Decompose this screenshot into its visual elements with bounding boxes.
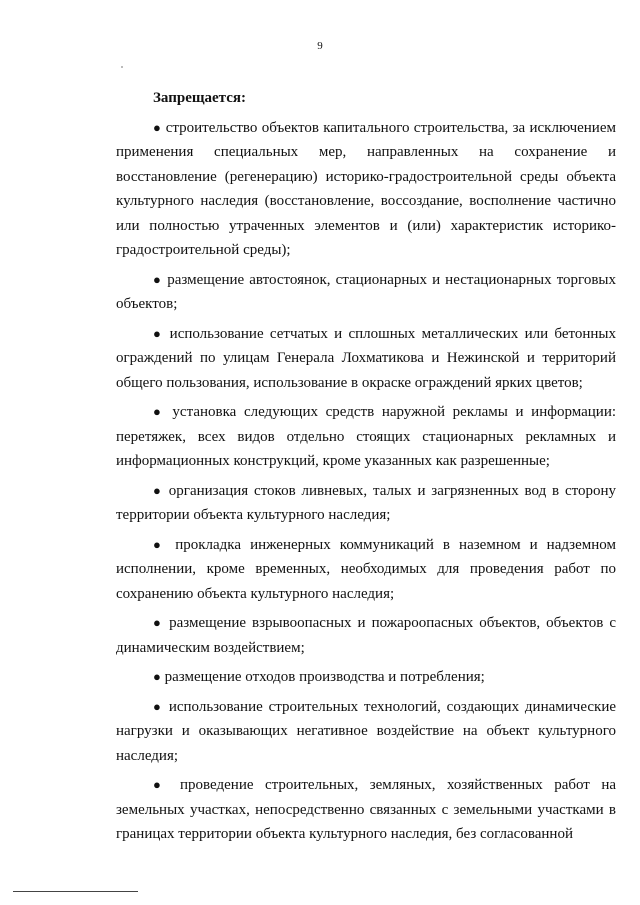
bullet-icon: ● xyxy=(153,536,167,552)
section-heading: Запрещается: xyxy=(153,90,247,106)
bullet-icon: ● xyxy=(153,698,163,714)
list-item-text: размещение отходов производства и потребления; xyxy=(164,669,485,685)
bullet-icon: ● xyxy=(153,482,163,498)
list-item xyxy=(116,606,616,660)
list-item xyxy=(116,690,616,769)
page-number: 9 xyxy=(317,40,323,52)
bullet-icon: ● xyxy=(153,404,165,419)
list-item-text: использование сетчатых и сплошных металлических или бетонных ограждений по улицам Генерала Лохматикова и Нежинской и территорий общего пользования, использование в окраске ограждений ярких цветов; xyxy=(116,325,616,391)
list-item-text: прокладка инженерных коммуникаций в наземном и надземном исполнении, кроме временных, необходимых для проведения работ по сохранению объекта культурного наследия; xyxy=(116,536,616,602)
bullet-icon: ● xyxy=(153,669,161,684)
bullet-icon: ● xyxy=(153,615,164,630)
bullet-icon: ● xyxy=(153,325,164,341)
bullet-icon: ● xyxy=(153,119,162,135)
bullet-icon: ● xyxy=(153,271,163,287)
list-item-text: строительство объектов капитального строительства, за исключением применения специальных мер, направленных на сохранение и восстановление (регенерацию) историко-градостроительной среды объекта культурного наследия (восстановление, воссоздание, восполнение частично или полностью утраченных элементов и (или) характеристик историко-градостроительной среды); xyxy=(116,119,616,258)
list-item xyxy=(116,528,616,607)
list-item-text: установка следующих средств наружной рекламы и информации: перетяжек, всех видов отдельно стоящих стационарных рекламных и информационных конструкций, кроме указанных как разрешенные; xyxy=(116,404,617,469)
list-item-text: проведение строительных, земляных, хозяйственных работ на земельных участках, непосредственно связанных с земельными участками в границах территории объекта культурного наследия, без согласованной xyxy=(116,777,616,842)
list-item xyxy=(116,660,616,690)
list-item xyxy=(116,474,616,528)
list-item xyxy=(116,111,616,263)
footer-rule xyxy=(13,891,138,892)
document-body xyxy=(116,86,616,847)
list-item-text: размещение автостоянок, стационарных и нестационарных торговых объектов; xyxy=(116,271,616,312)
list-item xyxy=(116,317,616,396)
list-item-text: организация стоков ливневых, талых и загрязненных вод в сторону территории объекта культурного наследия; xyxy=(116,482,617,523)
list-item-text: размещение взрывоопасных и пожароопасных объектов, объектов с динамическим воздействием; xyxy=(116,615,617,656)
list-item xyxy=(116,263,616,317)
bullet-icon: ● xyxy=(153,777,169,792)
list-item xyxy=(116,395,616,474)
list-item-text: использование строительных технологий, создающих динамические нагрузки и оказывающих негативное воздействие на объект культурного наследия; xyxy=(116,698,616,764)
scan-speck xyxy=(121,66,123,68)
list-item xyxy=(116,768,616,847)
